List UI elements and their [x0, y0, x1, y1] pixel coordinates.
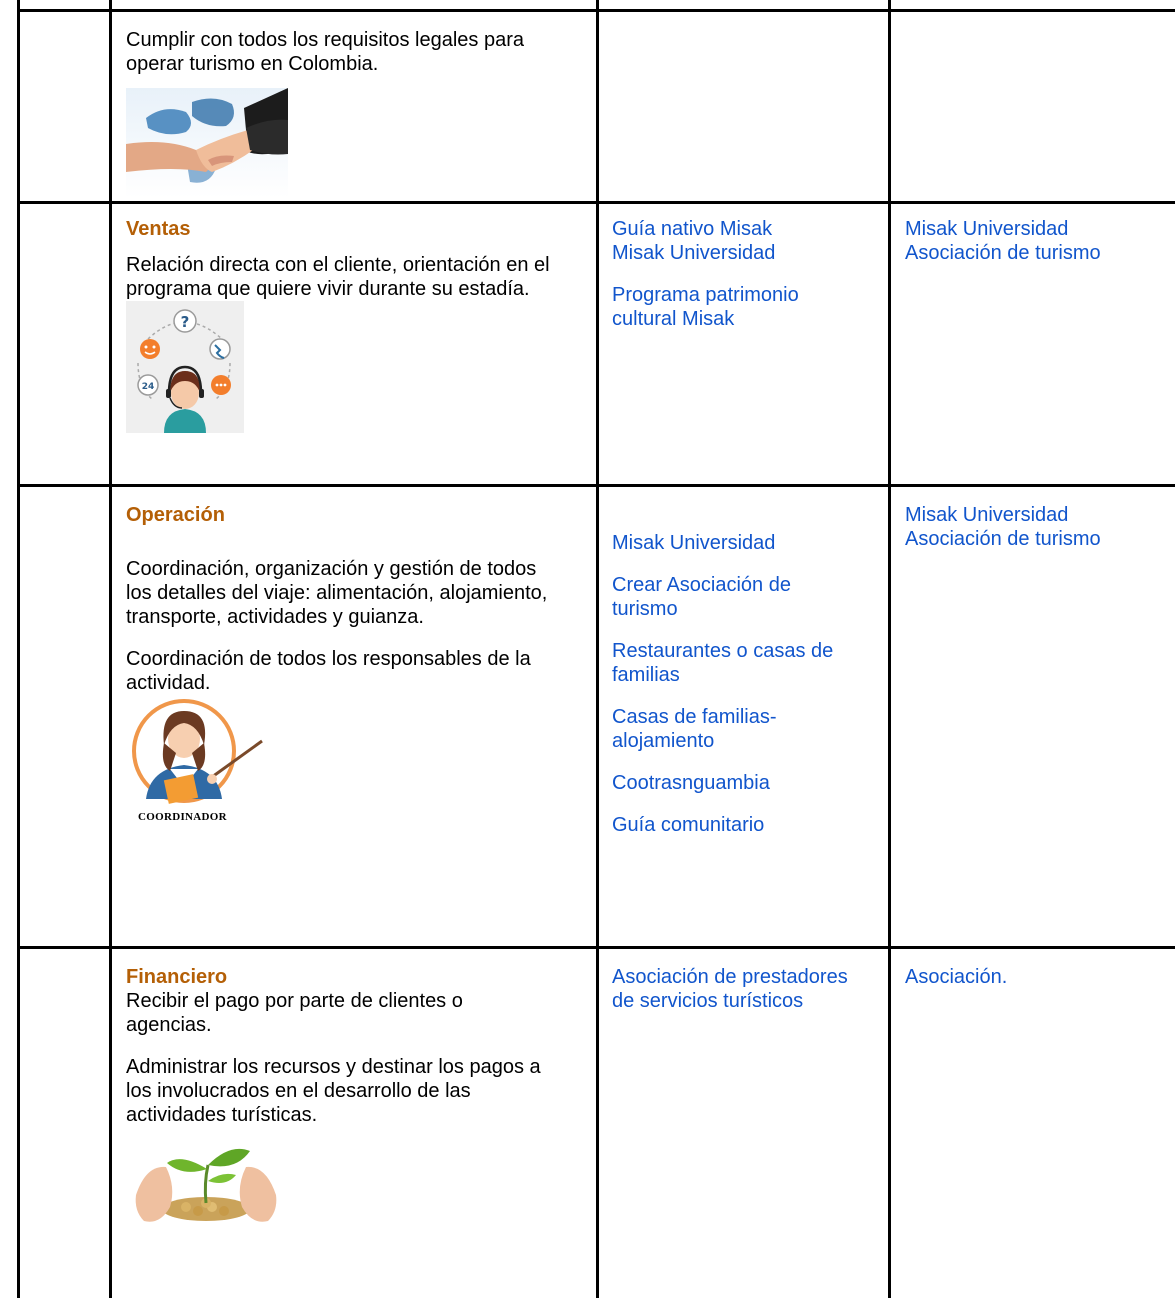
table-row — [126, 965, 586, 1229]
list-item[interactable]: Asociación de turismo — [905, 242, 1101, 264]
table-border-col2 — [596, 0, 599, 1298]
list-item[interactable]: Programa patrimonio cultural Misak — [612, 284, 799, 330]
list-item[interactable]: Misak Universidad — [612, 242, 776, 264]
list-item[interactable]: Crear Asociación de turismo — [612, 574, 791, 620]
activity-description: Coordinación, organización y gestión de todos los detalles del viaje: alimentación, alojamiento, transporte, actividades y guianza. — [126, 558, 548, 628]
section-title-operacion: Operación — [126, 504, 225, 526]
list-item[interactable]: Casas de familias-alojamiento — [612, 706, 777, 752]
table-border-left — [17, 0, 20, 1298]
coordinator-image — [126, 699, 276, 827]
activity-description: Administrar los recursos y destinar los pagos a los involucrados en el desarrollo de las actividades turísticas. — [126, 1056, 541, 1126]
table-row — [126, 503, 586, 827]
list-item[interactable]: Restaurantes o casas de familias — [612, 640, 834, 686]
customer-service-image — [126, 301, 244, 433]
activity-description: Coordinación de todos los responsables de la actividad. — [126, 648, 531, 694]
table-row — [126, 28, 586, 198]
activity-description: Recibir el pago por parte de clientes o agencias. — [126, 990, 463, 1036]
list-item[interactable]: Asociación de prestadores de servicios turísticos — [612, 966, 848, 1012]
table-row-divider-3 — [17, 946, 1175, 949]
support-column — [905, 965, 1167, 989]
coordinator-caption: COORDINADOR — [138, 811, 227, 823]
table-border-top — [17, 9, 1175, 12]
who-column — [612, 217, 880, 331]
table-border-col1 — [109, 0, 112, 1298]
table-row-divider-1 — [17, 201, 1175, 204]
list-item[interactable]: Misak Universidad — [905, 218, 1069, 240]
support-column — [905, 217, 1167, 265]
table-row — [126, 217, 586, 433]
who-column — [612, 965, 880, 1013]
who-column — [612, 531, 880, 837]
list-item[interactable]: Guía nativo Misak — [612, 218, 773, 240]
support-column — [905, 503, 1167, 551]
money-plant-image — [126, 1129, 286, 1229]
activity-description: Relación directa con el cliente, orientación en el programa que quiere vivir durante su estadía. — [126, 254, 550, 300]
list-item[interactable]: Asociación. — [905, 966, 1008, 988]
section-title-financiero: Financiero — [126, 966, 228, 988]
list-item[interactable]: Cootrasnguambia — [612, 772, 770, 794]
svg-text:24: 24 — [141, 382, 155, 392]
section-title-ventas: Ventas — [126, 218, 191, 240]
svg-text:?: ? — [180, 313, 190, 331]
activity-description: Cumplir con todos los requisitos legales para operar turismo en Colombia. — [126, 29, 524, 75]
table-border-col3 — [888, 0, 891, 1298]
list-item[interactable]: Asociación de turismo — [905, 528, 1101, 550]
list-item[interactable]: Misak Universidad — [905, 504, 1069, 526]
list-item[interactable]: Guía comunitario — [612, 814, 765, 836]
handshake-image — [126, 88, 288, 198]
table-row-divider-2 — [17, 484, 1175, 487]
list-item[interactable]: Misak Universidad — [612, 532, 776, 554]
